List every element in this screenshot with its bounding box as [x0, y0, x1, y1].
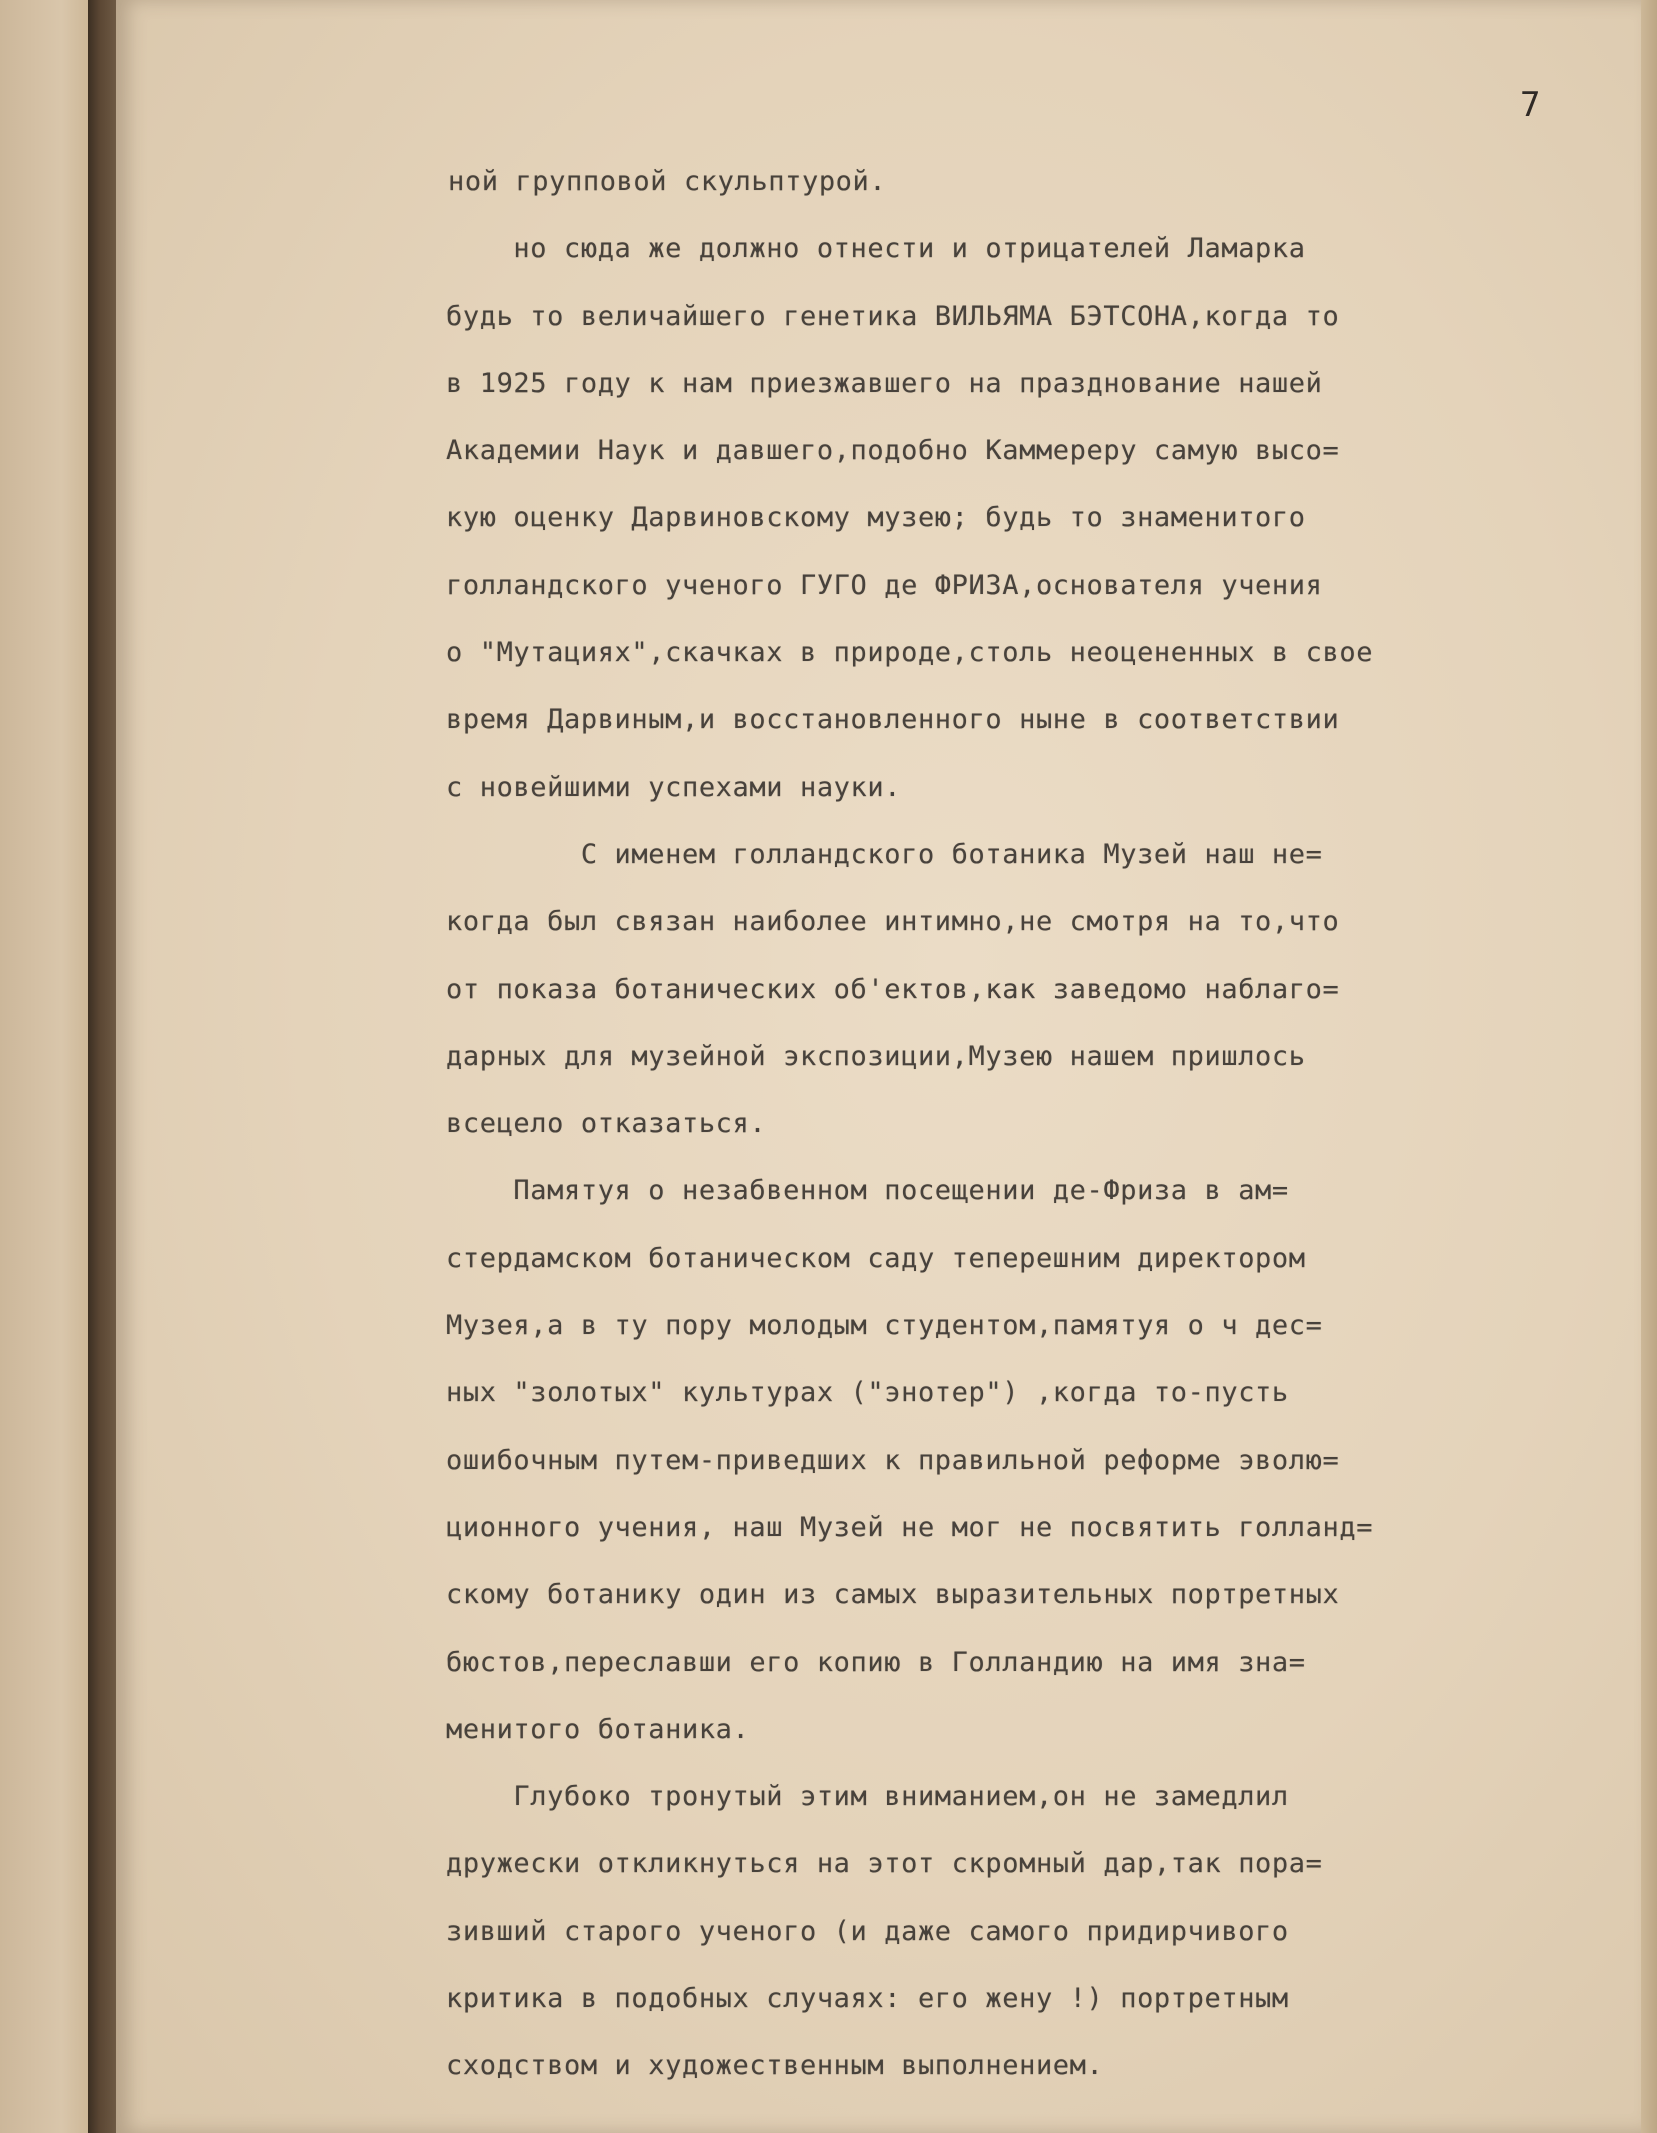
- text-line: менитого ботаника.: [446, 1713, 750, 1745]
- text-line: голландского ученого ГУГО де ФРИЗА,основателя учения: [446, 569, 1323, 601]
- text-line: сходством и художественным выполнением.: [446, 2050, 1104, 2082]
- text-line: ошибочным путем-приведших к правильной реформе эволю=: [446, 1444, 1340, 1476]
- text-line: дарных для музейной экспозиции,Музею нашем пришлось: [446, 1040, 1306, 1072]
- text-line: кую оценку Дарвиновскому музею; будь то знаменитого: [446, 502, 1306, 534]
- text-line: ционного учения, наш Музей не мог не посвятить голланд=: [446, 1511, 1374, 1543]
- text-line: ных "золотых" культурах ("энотер") ,когда то-пусть: [446, 1377, 1289, 1409]
- text-line: в 1925 году к нам приезжавшего на празднование нашей: [446, 367, 1323, 399]
- text-line: дружески откликнуться на этот скромный дар,так пора=: [446, 1848, 1323, 1880]
- text-line: скому ботанику один из самых выразительных портретных: [446, 1579, 1340, 1611]
- text-line: когда был связан наиболее интимно,не смотря на то,что: [446, 906, 1340, 938]
- text-line: всецело отказаться.: [446, 1108, 767, 1140]
- typewritten-text: [448, 148, 1638, 2100]
- text-line: Памятуя о незабвенном посещении де-Фриза в ам=: [446, 1175, 1289, 1207]
- text-line: Академии Наук и давшего,подобно Каммереру самую высо=: [446, 435, 1340, 467]
- text-line: с новейшими успехами науки.: [446, 771, 902, 803]
- text-line: будь то величайшего генетика ВИЛЬЯМА БЭТСОНА,когда то: [446, 300, 1340, 332]
- text-line: С именем голландского ботаника Музей наш не=: [446, 838, 1323, 870]
- page-right-edge: [1641, 0, 1657, 2133]
- text-line: зивший старого ученого (и даже самого придирчивого: [446, 1915, 1289, 1947]
- text-line: Музея,а в ту пору молодым студентом,памятуя о ч дес=: [446, 1310, 1323, 1342]
- page-number: 7: [1520, 85, 1541, 125]
- text-line: время Дарвиным,и восстановленного ныне в соответствии: [446, 704, 1340, 736]
- book-spine-shadow: [88, 0, 116, 2133]
- text-line: критика в подобных случаях: его жену !) портретным: [446, 1983, 1289, 2015]
- text-line: стердамском ботаническом саду теперешним директором: [446, 1242, 1306, 1274]
- previous-page-edge: [0, 0, 88, 2133]
- text-line: от показа ботанических об'ектов,как заведомо наблаго=: [446, 973, 1340, 1005]
- text-line: бюстов,переславши его копию в Голландию на имя зна=: [446, 1646, 1306, 1678]
- text-line: Глубоко тронутый этим вниманием,он не замедлил: [446, 1781, 1289, 1813]
- text-line: но сюда же должно отнести и отрицателей Ламарка: [446, 233, 1306, 265]
- text-line: ной групповой скульптурой.: [448, 166, 887, 197]
- text-line: о "Мутациях",скачках в природе,столь неоцененных в свое: [446, 637, 1374, 669]
